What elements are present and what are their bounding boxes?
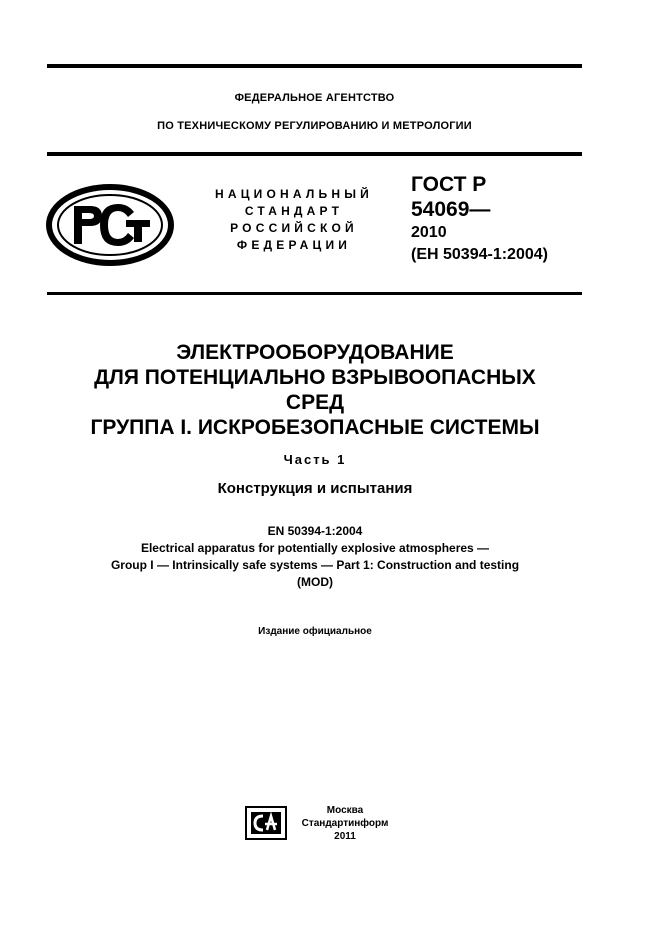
rst-logo-icon [46,184,174,266]
gost-line-4: (ЕН 50394-1:2004) [411,246,548,263]
national-standard-label [196,186,392,254]
en-line: Group I — Intrinsically safe systems — Part 1: Construction and testing [110,558,520,572]
national-line: ФЕДЕРАЦИИ [236,238,352,252]
title-line: ДЛЯ ПОТЕНЦИАЛЬНО ВЗРЫВООПАСНЫХ [94,366,536,389]
part-label: Часть 1 [283,452,347,467]
title-line: СРЕД [285,391,345,414]
en-line: Electrical apparatus for potentially explosive atmospheres — [140,541,490,555]
gost-line-3: 2010 [411,224,447,241]
national-line: НАЦИОНАЛЬНЫЙ [214,187,374,201]
standartinform-logo-icon [245,806,287,840]
agency-line-2: ПО ТЕХНИЧЕСКОМУ РЕГУЛИРОВАНИЮ И МЕТРОЛОГИИ [157,120,472,132]
gost-designation [411,172,611,266]
publisher-block [290,804,400,843]
top-rule [47,64,582,68]
en-line: (MOD) [297,575,333,589]
en-standard-block [40,523,590,591]
document-title [40,340,590,440]
publisher-city: Москва [326,805,364,816]
publisher-year: 2011 [334,831,356,842]
edition-label: Издание официальное [258,626,372,637]
title-line: ЭЛЕКТРООБОРУДОВАНИЕ [176,341,454,364]
title-line: ГРУППА I. ИСКРОБЕЗОПАСНЫЕ СИСТЕМЫ [90,416,540,439]
agency-line-1: ФЕДЕРАЛЬНОЕ АГЕНТСТВО [234,92,395,104]
national-line: СТАНДАРТ [244,204,344,218]
header-rule [47,152,582,156]
en-line: EN 50394-1:2004 [267,524,363,538]
section-rule [47,292,582,295]
national-line: РОССИЙСКОЙ [230,221,358,235]
subtitle: Конструкция и испытания [217,480,413,497]
gost-line-2: 54069— [411,198,491,221]
gost-line-1: ГОСТ Р [411,173,487,196]
publisher-name: Стандартинформ [301,818,389,829]
